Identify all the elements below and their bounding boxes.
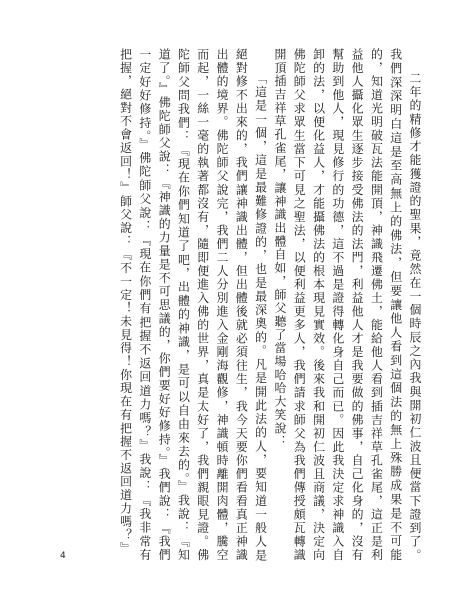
body-paragraph-1: 二年的精修才能獲證的聖果，竟然在一個時辰之內我與開初仁波且便當下證到了。我們深深明白這是至高無上的佛法，但要讓他人看到這個法的無上殊勝成果是不可能的，知道光明破瓦法能開頂，神識飛遷佛土，能給他人看到插吉祥草孔雀尾，這正是利益他人攝化眾生逐步接受佛法的法門，利益他人才是我要做的佛事，自己化身的，沒有幫助到他人，現見修行的功德，這不過是證得轉化身自己而已。因此我決定求神識入自卸的法，以便化益人，才能攝佛法的根本現見實效。後來我和開初仁波且商議，決定向佛陀師父求眾生當下可見之聖法，以便利益更多人，我們請求師父為我們傳授頗瓦轉識開頂插吉祥草孔雀尾，讓神識出體自如，師父聽了當場哈哈大笑說：	[272, 48, 422, 562]
page-number: 4	[60, 551, 66, 561]
vertical-text-body	[62, 48, 424, 562]
body-paragraph-2: 「這是一個，這是最難修證的，也是最深奧的。凡是開此法的人，要知道一般人是絕對修不出來的，我們讓神識出體，但出體後就必須往生，我今天要你們看看真正神識出體的境界。佛陀師父說完，我們二人分別進入金剛海觀修，神識頓時離開肉體，騰空而起，一絲一毫的執著都沒有，隨即便進入佛的世界，真是太好了，我們親眼見證。佛陀師父問我們：『現在你們知道了吧，出體的神識，是可以自由來去的。』我說：『知道了。』佛陀師父說：『神識的力量是不可思議的，你們要好好修持。』我們說：『我們一定好好修持。』佛陀師父說：『現在你們有把握不返回道力嗎？』我說：『我非常有把握，絕對不會返回！』師父說：『不一定！未見得！你現在有把握不返回道力嗎？』	[118, 48, 268, 562]
